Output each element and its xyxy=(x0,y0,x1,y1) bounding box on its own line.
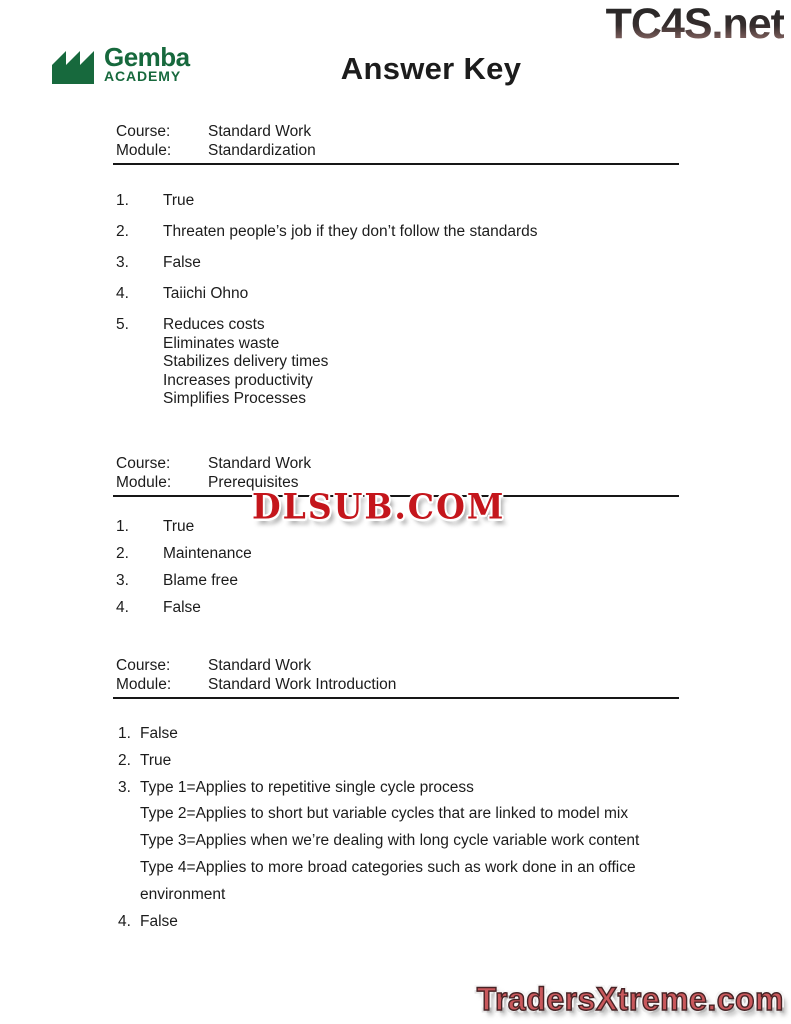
answer-item-number: 4. xyxy=(118,912,131,930)
answer-item xyxy=(118,748,666,775)
course-label: Course: xyxy=(116,455,171,472)
answer-line: Stabilizes delivery times xyxy=(163,353,329,370)
answer-item-text xyxy=(140,748,171,775)
answer-item-text xyxy=(163,254,201,273)
answer-item-text xyxy=(163,545,252,564)
answer-item-text xyxy=(163,285,248,304)
course-row xyxy=(113,455,679,474)
answer-list-standard-work-introduction xyxy=(118,721,666,935)
answer-item xyxy=(116,254,676,273)
answer-item-text xyxy=(163,316,328,409)
page-title: Answer Key xyxy=(340,51,522,86)
answer-item-number: 3. xyxy=(116,254,129,271)
answer-line: Threaten people’s job if they don’t follow the standards xyxy=(163,223,538,240)
course-value: Standard Work xyxy=(208,455,312,472)
course-value: Standard Work xyxy=(208,657,312,674)
answer-item-number: 1. xyxy=(116,192,129,209)
answer-item-number: 1. xyxy=(118,725,131,742)
answer-line: Type 3=Applies when we’re dealing with long cycle variable work content xyxy=(140,832,640,850)
course-label: Course: xyxy=(116,123,171,140)
answer-line: Blame free xyxy=(163,572,238,589)
answer-line: False xyxy=(140,912,178,930)
answer-line: True xyxy=(140,751,172,769)
module-value: Standardization xyxy=(208,141,316,159)
answer-line: False xyxy=(140,725,178,742)
tc4s-watermark: TC4S.net xyxy=(605,0,784,48)
course-header-standard-work-introduction xyxy=(113,657,679,699)
answer-item xyxy=(118,721,666,748)
course-row xyxy=(113,657,679,676)
answer-item-text xyxy=(163,223,538,242)
module-value: Standard Work Introduction xyxy=(208,675,397,693)
answer-item xyxy=(116,192,676,211)
logo-sub-brand: ACADEMY xyxy=(104,68,182,84)
module-label: Module: xyxy=(116,473,172,491)
module-row xyxy=(113,676,679,695)
module-value: Prerequisites xyxy=(208,473,299,491)
answer-item-text xyxy=(163,599,201,618)
answer-item-text xyxy=(163,572,238,591)
answer-line: environment xyxy=(140,885,226,903)
logo-brand: Gemba xyxy=(104,42,190,72)
answer-item xyxy=(116,599,676,618)
course-header-standardization xyxy=(113,123,679,165)
answer-item xyxy=(116,316,676,409)
answer-item xyxy=(116,223,676,242)
module-row xyxy=(113,142,679,161)
course-label: Course: xyxy=(116,657,171,674)
answer-item-number: 1. xyxy=(116,518,129,535)
answer-item-text xyxy=(163,518,194,537)
module-label: Module: xyxy=(116,141,172,159)
answer-line: False xyxy=(163,254,201,271)
answer-item-number: 2. xyxy=(116,223,129,240)
answer-line: Taiichi Ohno xyxy=(163,285,249,302)
answer-item xyxy=(116,518,676,537)
answer-item-number: 4. xyxy=(116,599,129,616)
module-label: Module: xyxy=(116,675,172,693)
answer-line: Reduces costs xyxy=(163,316,265,333)
answer-item xyxy=(116,285,676,304)
tradersxtreme-watermark: TradersXtreme.com xyxy=(476,981,784,1017)
answer-item xyxy=(118,909,666,936)
answer-line: Increases productivity xyxy=(163,371,313,389)
answer-item-text xyxy=(140,775,639,909)
answer-item-text xyxy=(140,909,178,936)
answer-line: Eliminates waste xyxy=(163,334,280,352)
dlsub-watermark: DLSUB.COM xyxy=(252,485,506,528)
answer-line: Type 1=Applies to repetitive single cycle process xyxy=(140,778,474,796)
answer-list-standardization xyxy=(116,192,676,421)
answer-item-number: 3. xyxy=(116,572,129,589)
course-row xyxy=(113,123,679,142)
answer-item-number: 4. xyxy=(116,285,129,302)
answer-item-text xyxy=(140,721,178,748)
answer-line: False xyxy=(163,599,201,616)
answer-item-number: 5. xyxy=(116,316,129,333)
answer-item-number: 2. xyxy=(116,545,129,562)
answer-line: Simplifies Processes xyxy=(163,390,306,407)
answer-line: True xyxy=(163,192,195,209)
answer-list-prerequisites xyxy=(116,518,676,626)
answer-line: Type 4=Applies to more broad categories such as work done in an office xyxy=(140,858,636,876)
answer-item-text xyxy=(163,192,194,211)
answer-line: Maintenance xyxy=(163,545,252,562)
answer-item xyxy=(116,572,676,591)
answer-line: Type 2=Applies to short but variable cycles that are linked to model mix xyxy=(140,805,629,823)
answer-item-number: 3. xyxy=(118,778,131,796)
answer-line: True xyxy=(163,518,195,535)
answer-item xyxy=(116,545,676,564)
answer-item-number: 2. xyxy=(118,751,131,769)
course-value: Standard Work xyxy=(208,123,312,140)
answer-item xyxy=(118,775,666,909)
